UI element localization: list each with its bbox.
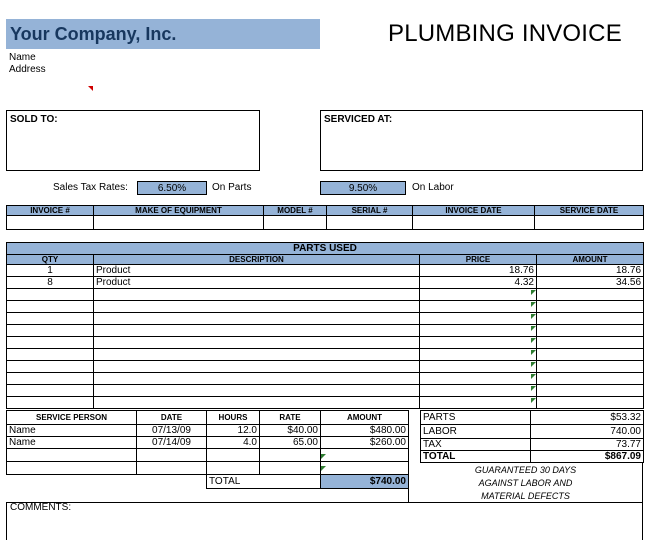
- service-date-cell[interactable]: 07/14/09: [137, 437, 207, 449]
- guarantee-line-2: AGAINST LABOR AND: [478, 478, 573, 488]
- company-address: Address: [9, 64, 46, 75]
- service-person-cell[interactable]: [7, 449, 137, 462]
- summary-total-label: TOTAL: [421, 451, 531, 463]
- price-cell[interactable]: 18.76: [420, 265, 537, 277]
- table-row: [7, 337, 644, 349]
- amount-cell: 34.56: [537, 277, 644, 289]
- invoice-number-cell[interactable]: [7, 216, 94, 230]
- service-amount-cell: $480.00: [321, 425, 409, 437]
- table-row: [7, 349, 644, 361]
- formula-marker: [531, 398, 536, 403]
- description-cell[interactable]: Product: [94, 265, 420, 277]
- service-person-cell[interactable]: Name: [7, 437, 137, 449]
- service-total-label: TOTAL: [207, 475, 321, 489]
- price-cell[interactable]: 4.32: [420, 277, 537, 289]
- table-row: [7, 361, 644, 373]
- service-person-cell[interactable]: Name: [7, 425, 137, 437]
- summary-tax-label: TAX: [421, 439, 531, 451]
- parts-table: [6, 242, 644, 409]
- qty-cell[interactable]: [7, 337, 94, 349]
- company-name: Your Company, Inc.: [6, 19, 320, 49]
- qty-cell[interactable]: 8: [7, 277, 94, 289]
- qty-cell[interactable]: [7, 373, 94, 385]
- price-cell[interactable]: [420, 313, 537, 325]
- qty-cell[interactable]: 1: [7, 265, 94, 277]
- table-row: [7, 385, 644, 397]
- formula-marker: [531, 374, 536, 379]
- comment-marker: [88, 86, 93, 91]
- summary-table: [420, 410, 644, 463]
- sold-to-label: SOLD TO:: [10, 114, 58, 125]
- amount-cell: [537, 349, 644, 361]
- description-cell[interactable]: [94, 385, 420, 397]
- comments-label: COMMENTS:: [10, 502, 72, 513]
- invoice-number-header: INVOICE #: [7, 206, 94, 216]
- price-cell[interactable]: [420, 337, 537, 349]
- sales-tax-label: Sales Tax Rates:: [53, 182, 128, 193]
- amount-cell: [537, 301, 644, 313]
- description-cell[interactable]: [94, 373, 420, 385]
- formula-marker: [321, 466, 326, 471]
- qty-cell[interactable]: [7, 301, 94, 313]
- qty-cell[interactable]: [7, 361, 94, 373]
- formula-marker: [531, 350, 536, 355]
- service-total-value: $740.00: [321, 475, 409, 489]
- formula-marker: [531, 338, 536, 343]
- qty-cell[interactable]: [7, 349, 94, 361]
- price-cell[interactable]: [420, 397, 537, 409]
- amount-cell: [537, 289, 644, 301]
- qty-cell[interactable]: [7, 397, 94, 409]
- model-header: MODEL #: [264, 206, 327, 216]
- hours-header: HOURS: [207, 411, 260, 425]
- amount-cell: [537, 373, 644, 385]
- table-row: [7, 397, 644, 409]
- rate-cell[interactable]: [260, 449, 321, 462]
- formula-marker: [321, 454, 326, 459]
- qty-cell[interactable]: [7, 385, 94, 397]
- formula-marker: [531, 314, 536, 319]
- amount-cell: [537, 385, 644, 397]
- formula-marker: [531, 302, 536, 307]
- serial-cell[interactable]: [327, 216, 413, 230]
- service-amount-cell: [321, 462, 409, 475]
- parts-used-title: PARTS USED: [7, 243, 644, 255]
- table-row: [7, 265, 644, 277]
- description-cell[interactable]: [94, 397, 420, 409]
- service-date-header: SERVICE DATE: [535, 206, 644, 216]
- amount-header: AMOUNT: [537, 255, 644, 265]
- serial-header: SERIAL #: [327, 206, 413, 216]
- amount-cell: [537, 361, 644, 373]
- hours-cell[interactable]: 4.0: [207, 437, 260, 449]
- hours-cell[interactable]: [207, 449, 260, 462]
- qty-cell[interactable]: [7, 325, 94, 337]
- table-row: [7, 277, 644, 289]
- service-person-cell[interactable]: [7, 462, 137, 475]
- service-date-cell[interactable]: 07/13/09: [137, 425, 207, 437]
- formula-marker: [531, 326, 536, 331]
- qty-header: QTY: [7, 255, 94, 265]
- amount-cell: [537, 313, 644, 325]
- price-header: PRICE: [420, 255, 537, 265]
- table-row: [7, 462, 409, 475]
- price-cell[interactable]: [420, 349, 537, 361]
- price-cell[interactable]: [420, 289, 537, 301]
- amount-cell: [537, 325, 644, 337]
- rate-cell[interactable]: $40.00: [260, 425, 321, 437]
- invoice-date-cell[interactable]: [413, 216, 535, 230]
- price-cell[interactable]: [420, 325, 537, 337]
- service-table: [6, 410, 409, 489]
- invoice-info-table: [6, 205, 644, 230]
- price-cell[interactable]: [420, 361, 537, 373]
- hours-cell[interactable]: [207, 462, 260, 475]
- company-contact-name: Name: [9, 52, 36, 63]
- service-amount-header: AMOUNT: [321, 411, 409, 425]
- rate-cell[interactable]: 65.00: [260, 437, 321, 449]
- on-parts-label: On Parts: [212, 182, 252, 193]
- description-cell[interactable]: [94, 337, 420, 349]
- guarantee-line-1: GUARANTEED 30 DAYS: [474, 465, 577, 475]
- qty-cell[interactable]: [7, 313, 94, 325]
- summary-labor-label: LABOR: [421, 425, 531, 439]
- hours-cell[interactable]: 12.0: [207, 425, 260, 437]
- description-cell[interactable]: [94, 361, 420, 373]
- summary-total-value: $867.09: [531, 451, 644, 463]
- amount-cell: [537, 337, 644, 349]
- summary-labor-value: 740.00: [531, 425, 644, 439]
- parts-tax-rate[interactable]: 6.50%: [137, 181, 207, 195]
- sold-to-box[interactable]: [6, 110, 260, 171]
- price-cell[interactable]: [420, 373, 537, 385]
- page-title: PLUMBING INVOICE: [388, 20, 622, 47]
- description-cell[interactable]: [94, 325, 420, 337]
- invoice-date-header: INVOICE DATE: [413, 206, 535, 216]
- amount-cell: [537, 397, 644, 409]
- service-date-cell[interactable]: [137, 462, 207, 475]
- guarantee-box: [408, 462, 643, 502]
- price-cell[interactable]: [420, 301, 537, 313]
- date-header: DATE: [137, 411, 207, 425]
- table-row: [7, 289, 644, 301]
- on-labor-label: On Labor: [412, 182, 454, 193]
- table-row: [7, 373, 644, 385]
- formula-marker: [531, 386, 536, 391]
- model-cell[interactable]: [264, 216, 327, 230]
- table-row: [7, 449, 409, 462]
- guarantee-line-3: MATERIAL DEFECTS: [481, 491, 570, 501]
- make-cell[interactable]: [94, 216, 264, 230]
- qty-cell[interactable]: [7, 289, 94, 301]
- description-cell[interactable]: [94, 301, 420, 313]
- labor-tax-rate[interactable]: 9.50%: [320, 181, 406, 195]
- description-header: DESCRIPTION: [94, 255, 420, 265]
- serviced-at-label: SERVICED AT:: [324, 114, 393, 125]
- formula-marker: [531, 290, 536, 295]
- table-row: [7, 301, 644, 313]
- service-person-header: SERVICE PERSON: [7, 411, 137, 425]
- service-date-cell[interactable]: [137, 449, 207, 462]
- service-amount-cell: $260.00: [321, 437, 409, 449]
- description-cell[interactable]: [94, 289, 420, 301]
- summary-parts-value: $53.32: [531, 411, 644, 425]
- summary-tax-value: 73.77: [531, 439, 644, 451]
- comments-box[interactable]: [6, 502, 643, 540]
- service-date-cell[interactable]: [535, 216, 644, 230]
- table-row: [7, 313, 644, 325]
- amount-cell: 18.76: [537, 265, 644, 277]
- formula-marker: [531, 362, 536, 367]
- rate-header: RATE: [260, 411, 321, 425]
- make-header: MAKE OF EQUIPMENT: [94, 206, 264, 216]
- service-amount-cell: [321, 449, 409, 462]
- table-row: [7, 325, 644, 337]
- summary-parts-label: PARTS: [421, 411, 531, 425]
- description-cell[interactable]: [94, 349, 420, 361]
- rate-cell[interactable]: [260, 462, 321, 475]
- table-row: [7, 437, 409, 449]
- table-row: [7, 425, 409, 437]
- price-cell[interactable]: [420, 385, 537, 397]
- description-cell[interactable]: Product: [94, 277, 420, 289]
- serviced-at-box[interactable]: [320, 110, 643, 171]
- description-cell[interactable]: [94, 313, 420, 325]
